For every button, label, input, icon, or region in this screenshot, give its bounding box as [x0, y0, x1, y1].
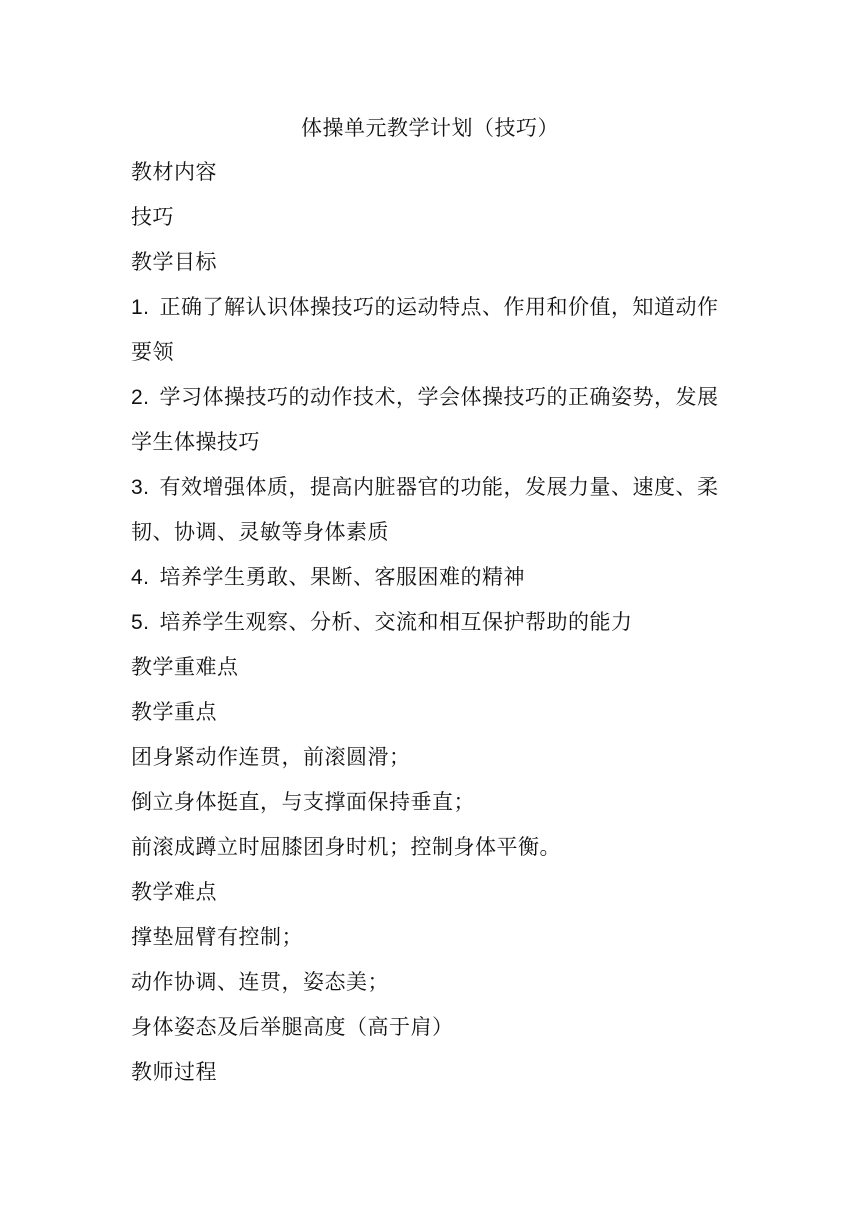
goal-item-1: [131, 290, 719, 325]
section-heading-key-difficult: 教学重难点: [131, 655, 239, 679]
goal-number: 4.: [131, 566, 150, 589]
goal-item-3-continued: 韧、协调、灵敏等身体素质: [131, 520, 389, 544]
goal-number: 1.: [131, 296, 150, 319]
section-heading-key: 教学重点: [131, 700, 217, 724]
goal-item-3: [131, 470, 719, 505]
goal-item-2-continued: 学生体操技巧: [131, 430, 260, 454]
key-point-2: 倒立身体挺直，与支撑面保持垂直；: [131, 790, 475, 814]
section-heading-difficult: 教学难点: [131, 880, 217, 904]
goal-text: 培养学生勇敢、果断、客服困难的精神: [159, 565, 526, 589]
section-heading-process: 教师过程: [131, 1060, 217, 1084]
section-heading-content: 教材内容: [131, 160, 217, 184]
document-title: 体操单元教学计划（技巧）: [301, 116, 559, 140]
goal-text: 培养学生观察、分析、交流和相互保护帮助的能力: [159, 610, 633, 634]
goal-item-4: [131, 560, 525, 595]
goal-number: 3.: [131, 476, 150, 499]
goal-item-2: [131, 380, 719, 415]
goal-number: 5.: [131, 611, 150, 634]
goal-text: 学习体操技巧的动作技术，学会体操技巧的正确姿势，发展: [159, 385, 719, 409]
difficult-point-2: 动作协调、连贯，姿态美；: [131, 970, 389, 994]
goal-text: 正确了解认识体操技巧的运动特点、作用和价值，知道动作: [159, 295, 719, 319]
section-heading-goals: 教学目标: [131, 250, 217, 274]
goal-number: 2.: [131, 386, 150, 409]
key-point-3: 前滚成蹲立时屈膝团身时机；控制身体平衡。: [131, 835, 561, 859]
difficult-point-1: 撑垫屈臂有控制；: [131, 925, 303, 949]
goal-item-5: [131, 605, 633, 640]
content-text: 技巧: [131, 205, 174, 229]
goal-text: 有效增强体质，提高内脏器官的功能，发展力量、速度、柔: [159, 475, 719, 499]
difficult-point-3: 身体姿态及后举腿高度（高于肩）: [131, 1015, 454, 1039]
goal-item-1-continued: 要领: [131, 340, 174, 364]
key-point-1: 团身紧动作连贯，前滚圆滑；: [131, 745, 411, 769]
